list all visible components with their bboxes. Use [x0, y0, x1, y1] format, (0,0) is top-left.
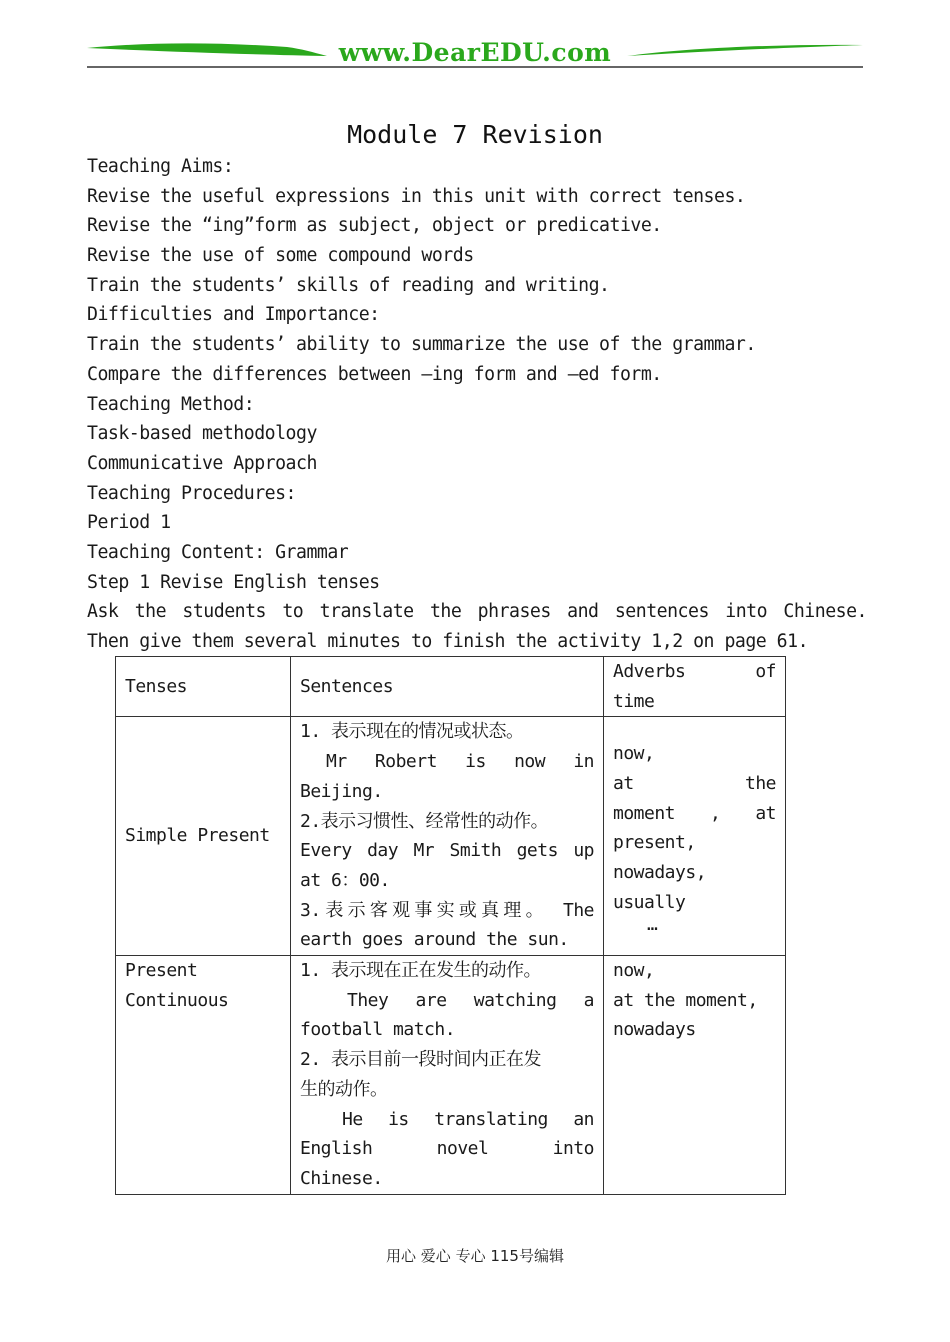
tense-cell: Simple Present: [116, 717, 291, 956]
body-text: [87, 152, 867, 657]
page-footer: 用心 爱心 专心 115号编辑: [386, 1247, 564, 1265]
text-line: Difficulties and Importance:: [87, 304, 380, 326]
text-line: Task-based methodology: [87, 423, 317, 445]
text-line: Ask the students to translate the phrases and sentences into Chinese.: [87, 601, 867, 623]
text-line: Step 1 Revise English tenses: [87, 571, 380, 593]
table-header-row: [116, 657, 786, 717]
page-title: Module 7 Revision: [347, 120, 603, 149]
text-line: Teaching Content: Grammar: [87, 541, 349, 563]
text-line: Train the students’ skills of reading and writing.: [87, 274, 610, 296]
tense-cell: Present Continuous: [116, 956, 291, 1195]
table-row: [116, 717, 786, 956]
header-adverbs: Adverbs of time: [604, 657, 786, 717]
text-line: Teaching Method:: [87, 393, 255, 415]
site-logo[interactable]: www.DearEDU.com: [338, 38, 612, 67]
text-line: Period 1: [87, 512, 171, 534]
text-line: Revise the “ing”form as subject, object or predicative.: [87, 215, 662, 237]
site-header-banner: [87, 36, 863, 72]
header-sentences: Sentences: [291, 657, 604, 717]
text-line: Train the students’ ability to summarize the use of the grammar.: [87, 334, 756, 356]
adverbs-cell: now, at the moment, nowadays: [604, 956, 786, 1195]
text-line: Communicative Approach: [87, 452, 317, 474]
text-line: Compare the differences between –ing form and –ed form.: [87, 363, 662, 385]
sentences-cell: 1. 表示现在正在发生的动作。 They are watching a football match. 2. 表示目前一段时间内正在发 生的动作。 He is translating an English novel into Chinese.: [291, 956, 604, 1195]
table-row: [116, 956, 786, 1195]
text-line: Revise the useful expressions in this unit with correct tenses.: [87, 185, 746, 207]
tenses-table: [115, 656, 786, 1195]
text-line: Teaching Procedures:: [87, 482, 296, 504]
text-line: Then give them several minutes to finish the activity 1,2 on page 61.: [87, 631, 809, 652]
header-tenses: Tenses: [116, 657, 291, 717]
text-line: Revise the use of some compound words: [87, 245, 474, 267]
sentences-cell: 1. 表示现在的情况或状态。 Mr Robert is now in Beijing. 2.表示习惯性、经常性的动作。 Every day Mr Smith gets up at 6：00. 3.表示客观事实或真理。 The earth goes around the sun.: [291, 717, 604, 956]
text-line: Teaching Aims:: [87, 156, 234, 177]
adverbs-cell: now, at the moment , at present, nowadays, usually …: [604, 717, 786, 956]
